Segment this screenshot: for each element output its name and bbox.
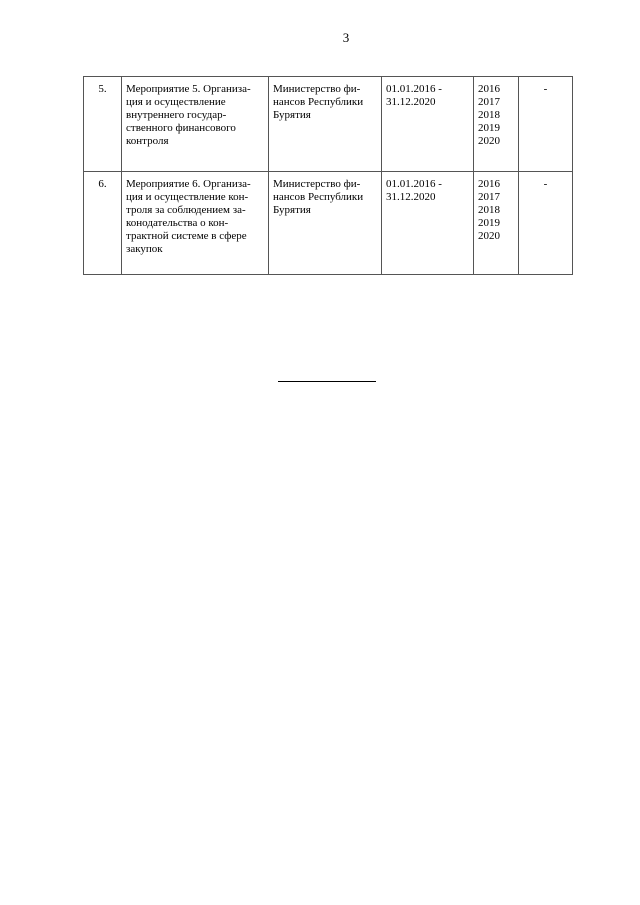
executor-cell bbox=[269, 77, 382, 172]
table-row bbox=[84, 172, 573, 275]
year-value: 2020 bbox=[478, 230, 500, 242]
executor-line: нансов Республики bbox=[273, 96, 364, 108]
years-cell bbox=[474, 172, 519, 275]
event-line: конодательства о кон- bbox=[126, 217, 229, 229]
executor-line: Бурятия bbox=[273, 204, 311, 216]
year-value: 2018 bbox=[478, 204, 500, 216]
event-cell bbox=[122, 172, 269, 275]
period-line: 31.12.2020 bbox=[386, 191, 436, 203]
note-cell: - bbox=[519, 172, 573, 275]
event-line: Мероприятие 6. Организа- bbox=[126, 178, 251, 190]
year-value: 2016 bbox=[478, 83, 500, 95]
year-value: 2017 bbox=[478, 191, 500, 203]
executor-line: Министерство фи- bbox=[273, 83, 361, 95]
event-line: закупок bbox=[126, 243, 163, 255]
event-line: ция и осуществление bbox=[126, 96, 226, 108]
years-cell bbox=[474, 77, 519, 172]
row-number: 5. bbox=[84, 77, 122, 172]
year-value: 2018 bbox=[478, 109, 500, 121]
separator-line bbox=[278, 381, 376, 382]
event-line: ция и осуществление кон- bbox=[126, 191, 249, 203]
year-value: 2019 bbox=[478, 122, 500, 134]
executor-line: Бурятия bbox=[273, 109, 311, 121]
year-value: 2017 bbox=[478, 96, 500, 108]
year-value: 2020 bbox=[478, 135, 500, 147]
event-line: внутреннего государ- bbox=[126, 109, 227, 121]
period-line: 01.01.2016 - bbox=[386, 83, 442, 95]
row-number: 6. bbox=[84, 172, 122, 275]
year-value: 2016 bbox=[478, 178, 500, 190]
note-cell: - bbox=[519, 77, 573, 172]
executor-cell bbox=[269, 172, 382, 275]
event-line: Мероприятие 5. Организа- bbox=[126, 83, 251, 95]
event-cell bbox=[122, 77, 269, 172]
event-line: ственного финансового bbox=[126, 122, 236, 134]
executor-line: Министерство фи- bbox=[273, 178, 361, 190]
measures-table bbox=[83, 76, 573, 275]
event-line: трактной системе в сфере bbox=[126, 230, 247, 242]
year-value: 2019 bbox=[478, 217, 500, 229]
event-line: контроля bbox=[126, 135, 169, 147]
executor-line: нансов Республики bbox=[273, 191, 364, 203]
event-line: троля за соблюдением за- bbox=[126, 204, 246, 216]
period-line: 31.12.2020 bbox=[386, 96, 436, 108]
period-line: 01.01.2016 - bbox=[386, 178, 442, 190]
period-cell bbox=[382, 77, 474, 172]
period-cell bbox=[382, 172, 474, 275]
table-row bbox=[84, 77, 573, 172]
page-number: 3 bbox=[342, 30, 350, 45]
